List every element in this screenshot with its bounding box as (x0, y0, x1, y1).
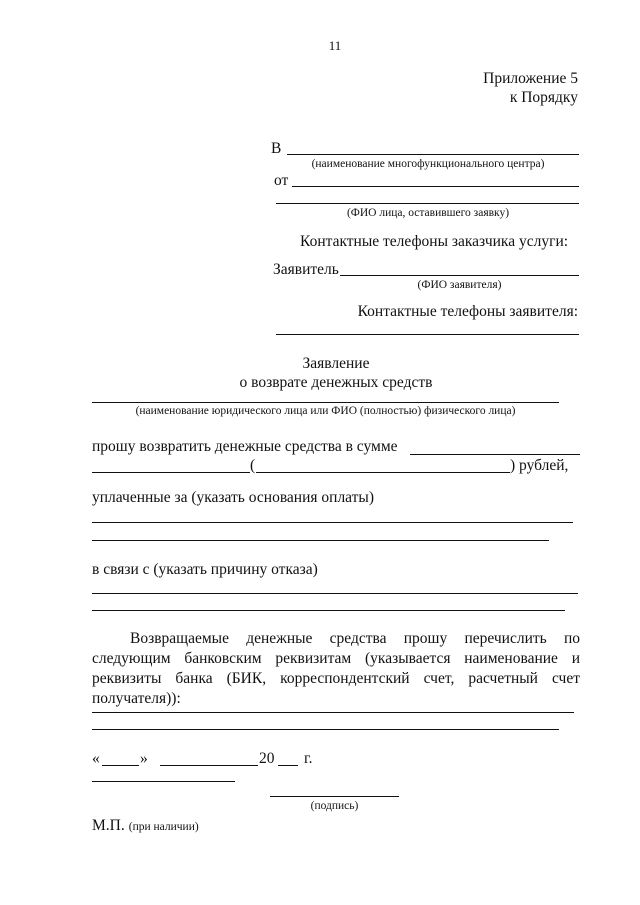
amount-line-2 (92, 472, 250, 473)
appendix-header (483, 69, 578, 107)
bank-para-line-4: получателя)): (92, 690, 181, 707)
rubles-text: ) рублей, (510, 457, 569, 474)
signature-caption: (подпись) (310, 800, 359, 812)
applicant-line (340, 275, 579, 276)
date-month-line (160, 765, 258, 766)
from-caption: (ФИО лица, оставившего заявку) (346, 207, 510, 219)
paid-for-line-1 (92, 522, 573, 523)
seal-note: (при наличии) (128, 821, 199, 833)
due-to-label: в связи с (указать причину отказа) (92, 561, 318, 578)
date-year-line (278, 765, 298, 766)
paid-for-label: уплаченные за (указать основания оплаты) (92, 489, 375, 506)
bank-para-line-2: следующим банковским реквизитам (указывается наименование и (92, 650, 580, 667)
from-line-1 (292, 186, 579, 187)
to-line (287, 154, 579, 155)
document-title (86, 354, 586, 392)
paid-for-line-2 (92, 540, 549, 541)
request-text: прошу возвратить денежные средства в сумме (92, 438, 398, 455)
date-extra-line (92, 781, 235, 782)
applicant-caption: (ФИО заявителя) (417, 279, 502, 291)
bank-line-1 (92, 712, 574, 713)
bank-para-line-3: реквизиты банка (БИК, корреспондентский счет, расчетный счет (92, 670, 580, 687)
applicant-phones-label: Контактные телефоны заявителя: (357, 303, 578, 320)
signature-line (270, 796, 399, 797)
bank-para-line-1: Возвращаемые денежные средства прошу перечислить по (130, 630, 580, 647)
applicant-label: Заявитель (273, 261, 339, 278)
title-line-2: о возврате денежных средств (239, 374, 433, 391)
amount-line (410, 454, 580, 455)
from-line-2 (276, 203, 579, 204)
bank-line-2 (92, 729, 559, 730)
date-quote-open: « (92, 750, 100, 767)
from-prefix: от (274, 172, 289, 189)
applicant-phones-line (276, 334, 579, 335)
seal-label: М.П. (92, 817, 125, 834)
customer-phones-label: Контактные телефоны заказчика услуги: (300, 233, 569, 250)
seal (92, 817, 199, 835)
to-caption: (наименование многофункционального центра) (311, 158, 545, 170)
amount-words-line (256, 472, 510, 473)
date-year-prefix: 20 (259, 750, 275, 767)
due-to-line-2 (92, 610, 565, 611)
entity-caption: (наименование юридического лица или ФИО (полностью) физического лица) (135, 405, 516, 417)
appendix-line-2: к Порядку (509, 89, 578, 106)
to-prefix: В (271, 140, 282, 157)
date-year-suffix: г. (304, 750, 313, 767)
date-day-line (102, 765, 139, 766)
title-line-1: Заявление (302, 355, 370, 372)
appendix-line-1: Приложение 5 (483, 70, 578, 87)
paren-open: ( (250, 457, 256, 474)
entity-line (92, 402, 559, 403)
date-quote-close: » (140, 750, 148, 767)
page-number: 11 (328, 38, 342, 53)
due-to-line-1 (92, 593, 578, 594)
